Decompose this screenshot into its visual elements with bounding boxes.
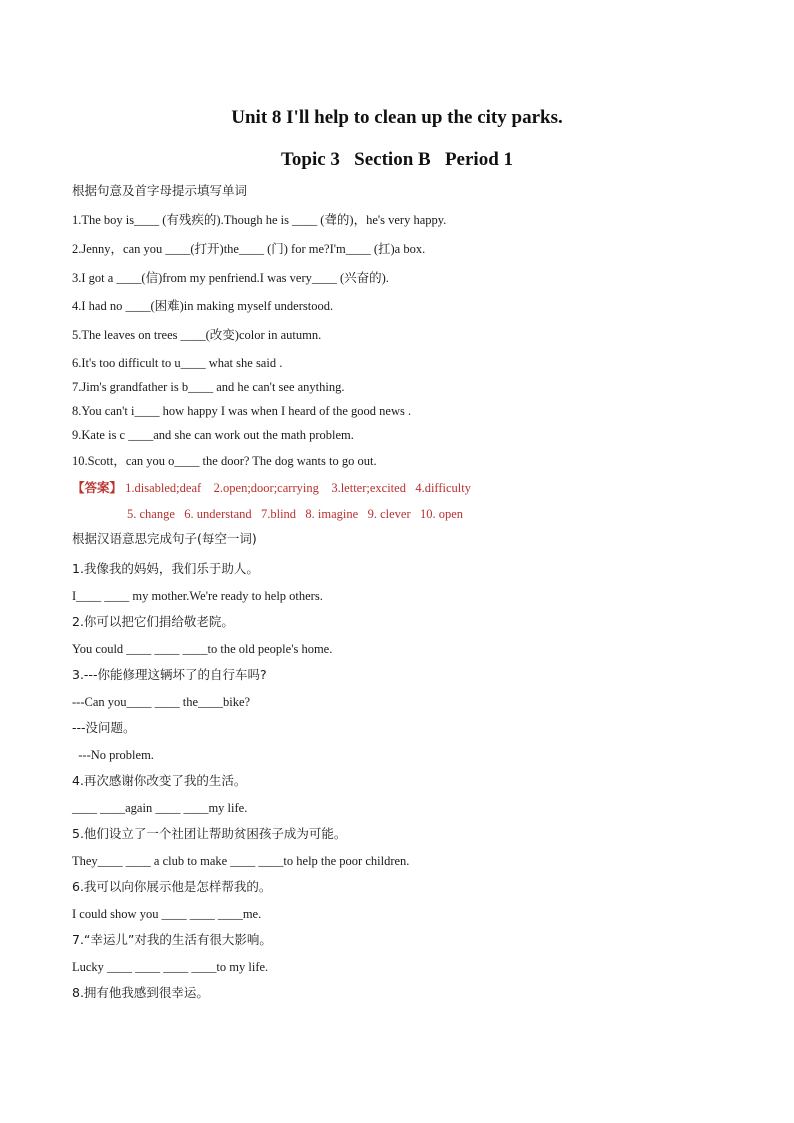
chinese-prompt: 5.他们设立了一个社团让帮助贫困孩子成为可能。 <box>72 826 347 841</box>
chinese-prompt: ---没问题。 <box>72 720 136 735</box>
answer-line-2: 5. change 6. understand 7.blind 8. imagine 9. clever 10. open <box>127 507 464 521</box>
english-sentence: ____ ____again ____ ____my life. <box>72 801 248 815</box>
exercise-item: 8.You can't i____ how happy I was when I heard of the good news . <box>72 404 412 418</box>
topic-title: Topic 3 Section B Period 1 <box>280 149 514 170</box>
chinese-prompt: 4.再次感谢你改变了我的生活。 <box>72 773 247 788</box>
chinese-prompt: 7.“幸运儿”对我的生活有很大影响。 <box>72 932 272 947</box>
english-sentence: Lucky ____ ____ ____ ____to my life. <box>72 960 269 974</box>
section2-heading: 根据汉语意思完成句子(每空一词) <box>72 531 257 546</box>
exercise-item: 5.The leaves on trees ____(改变)color in autumn. <box>72 328 322 342</box>
exercise-item: 7.Jim's grandfather is b____ and he can't see anything. <box>72 380 345 394</box>
chinese-prompt: 3.---你能修理这辆坏了的自行车吗? <box>72 667 267 682</box>
exercise-item: 3.I got a ____(信)from my penfriend.I was very____ (兴奋的). <box>72 271 389 285</box>
english-sentence: They____ ____ a club to make ____ ____to help the poor children. <box>72 854 410 868</box>
section1-heading: 根据句意及首字母提示填写单词 <box>72 183 248 198</box>
english-sentence: I____ ____ my mother.We're ready to help others. <box>72 589 323 603</box>
chinese-prompt: 6.我可以向你展示他是怎样帮我的。 <box>72 879 272 894</box>
answer-text: 1.disabled;deaf 2.open;door;carrying 3.letter;excited 4.difficulty <box>125 481 471 495</box>
chinese-prompt: 1.我像我的妈妈，我们乐于助人。 <box>72 561 259 576</box>
exercise-item: 9.Kate is c ____and she can work out the math problem. <box>72 428 354 442</box>
exercise-item: 2.Jenny，can you ____(打开)the____ (门) for me?I'm____ (扛)a box. <box>72 242 426 256</box>
exercise-item: 4.I had no ____(困难)in making myself understood. <box>72 299 334 313</box>
answer-line-1 <box>72 480 471 496</box>
exercise-item: 6.It's too difficult to u____ what she said . <box>72 356 283 370</box>
chinese-prompt: 8.拥有他我感到很幸运。 <box>72 985 209 1000</box>
exercise-item: 10.Scott，can you o____ the door? The dog wants to go out. <box>72 454 377 468</box>
exercise-item: 1.The boy is____ (有残疾的).Though he is ____ (聋的)，he's very happy. <box>72 213 447 227</box>
answer-tag: 【答案】 <box>72 480 123 495</box>
unit-title: Unit 8 I'll help to clean up the city parks. <box>231 107 563 128</box>
english-sentence: You could ____ ____ ____to the old people's home. <box>72 642 333 656</box>
english-sentence: ---No problem. <box>72 748 154 762</box>
english-sentence: ---Can you____ ____ the____bike? <box>72 695 251 709</box>
english-sentence: I could show you ____ ____ ____me. <box>72 907 262 921</box>
chinese-prompt: 2.你可以把它们捐给敬老院。 <box>72 614 234 629</box>
